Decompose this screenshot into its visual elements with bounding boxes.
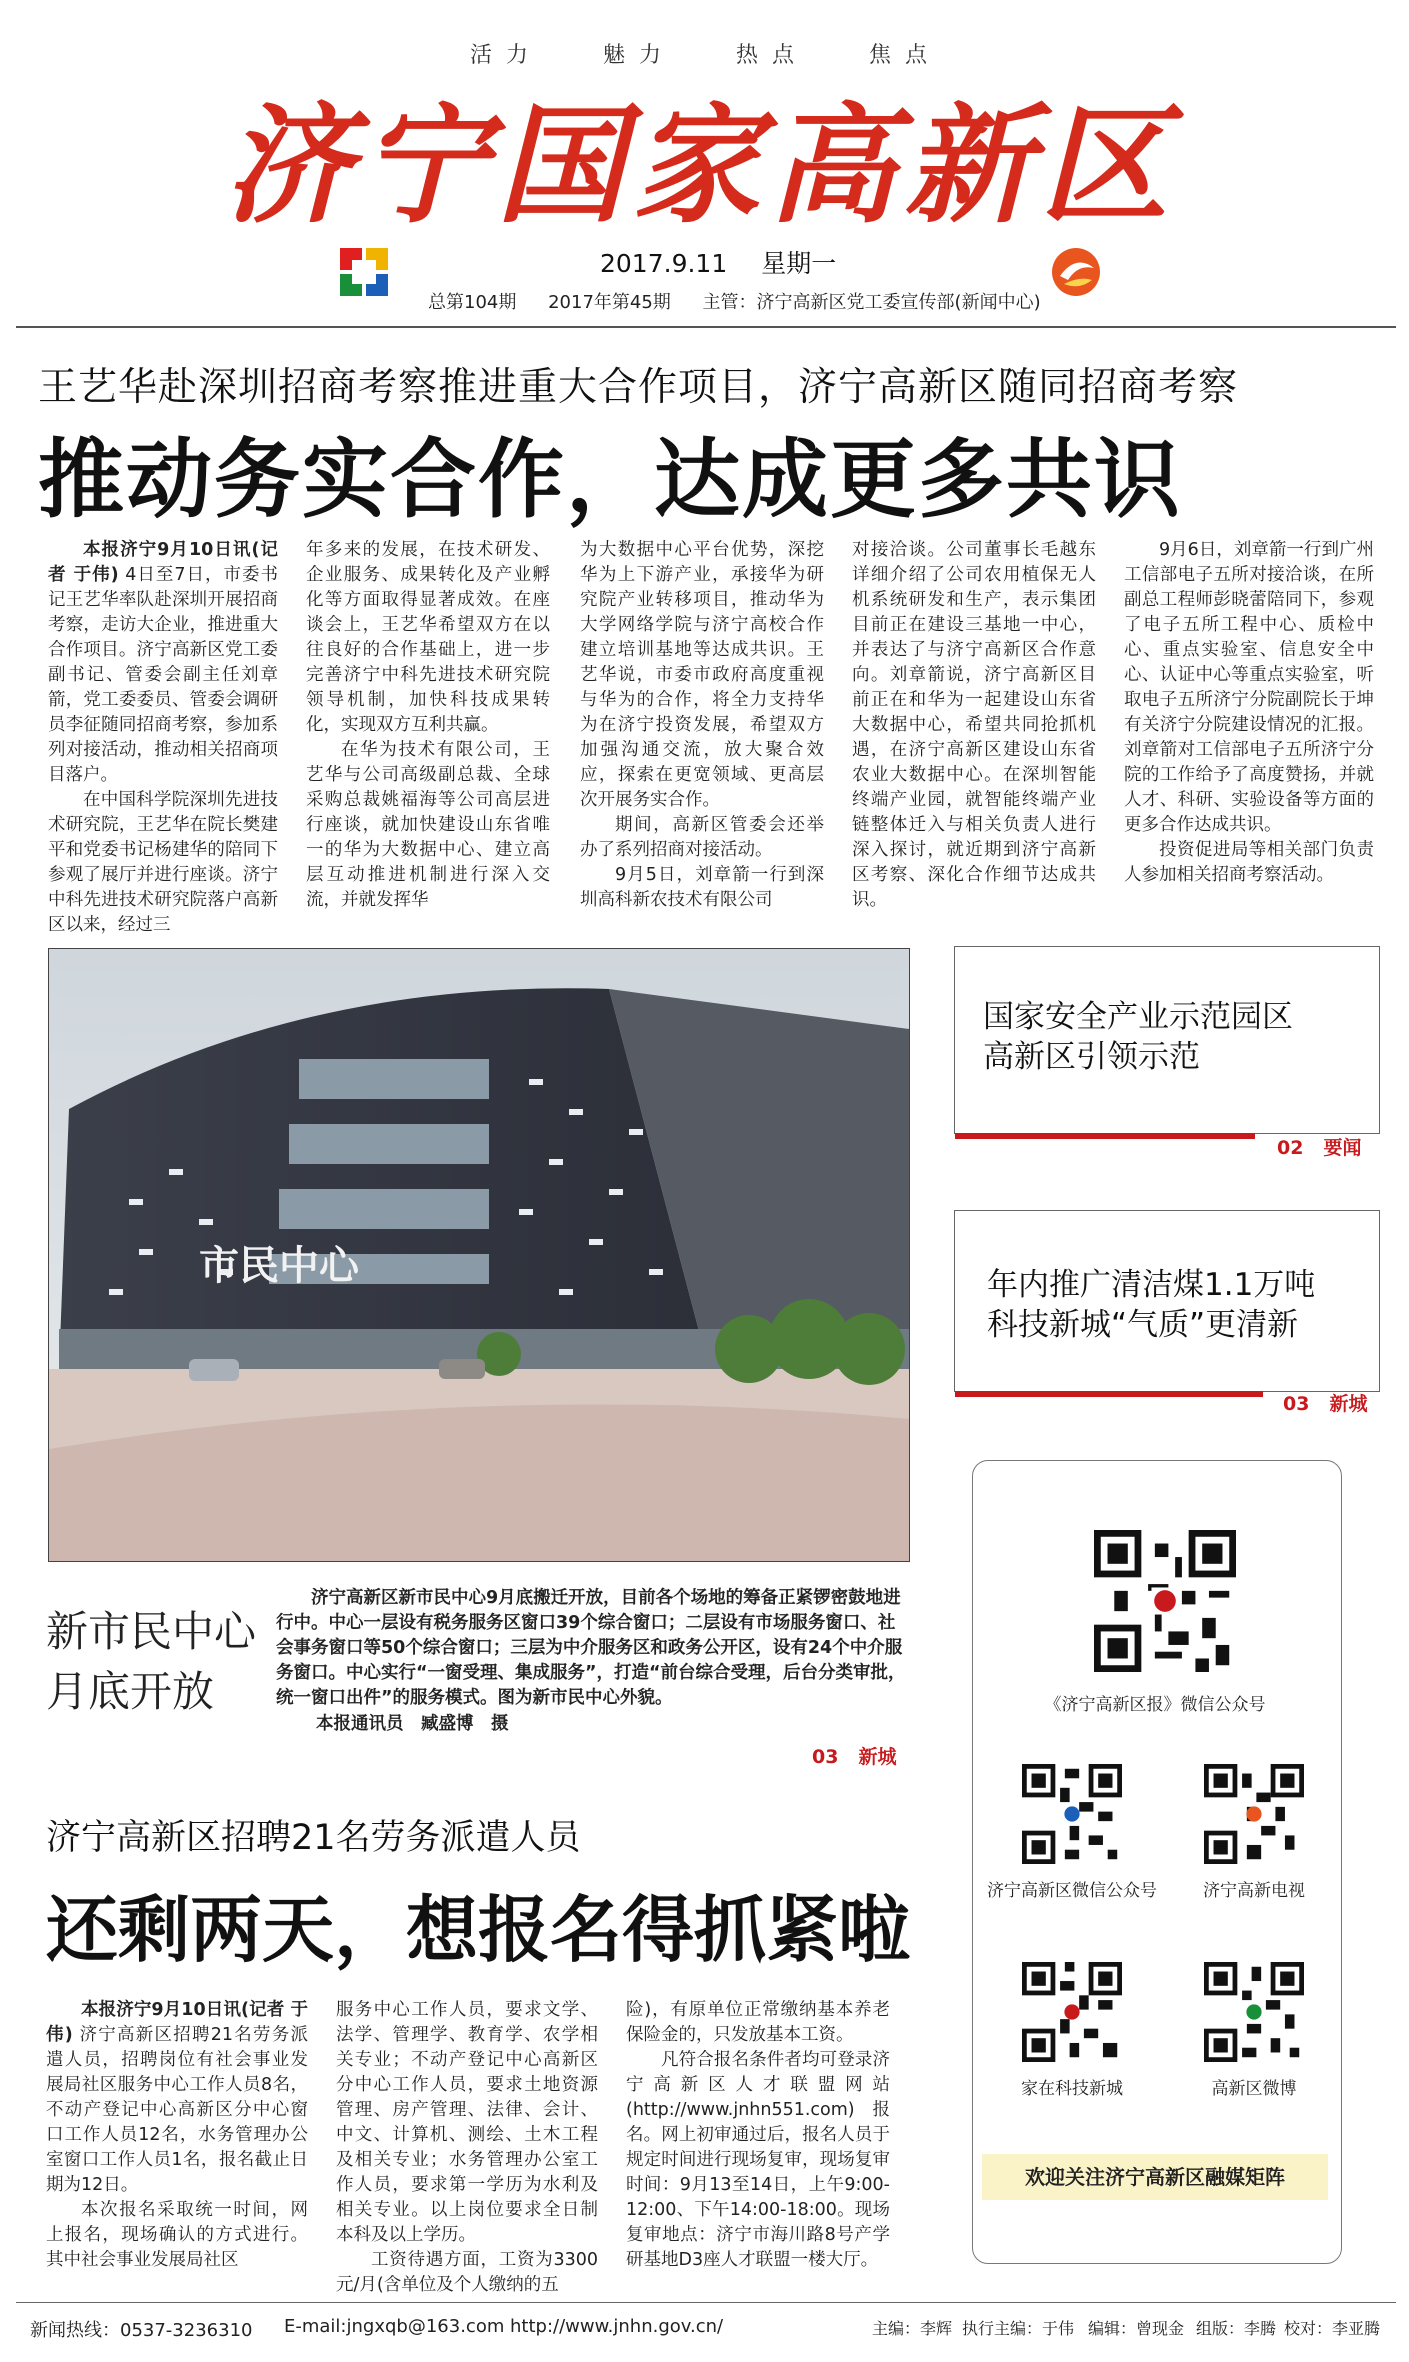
masthead-divider [16, 326, 1396, 328]
teaser-1-page-tag [1277, 1133, 1361, 1160]
qr-code-wechat-icon[interactable] [1022, 1764, 1122, 1864]
second-col2-text: 服务中心工作人员，要求文学、法学、管理学、教育学、农学相关专业；不动产登记中心高新区分中心工作人员，要求土地资源管理、房产管理、法律、会计、中文、计算机、测绘、土木工程及相关专业；水务管理办公室工作人员，要求第一学历为水利及相关专业。以上岗位要求全日制本科及以上学历。 [336, 2000, 598, 2245]
lead-col3c-text: 9月5日，刘章箭一行到深圳高科新农技术有限公司 [580, 865, 824, 910]
teaser-2-section: 新城 [1329, 1393, 1368, 1415]
citizen-center-illustration [49, 949, 909, 1561]
lead-column-1 [48, 538, 278, 938]
teaser-box-2[interactable] [954, 1210, 1380, 1415]
lead-column-3 [580, 538, 824, 913]
second-column-3 [626, 1998, 890, 2273]
footer-editor: 编辑：曾现金 [1088, 2319, 1185, 2338]
lead-kicker: 王艺华赴深圳招商考察推进重大合作项目，济宁高新区随同招商考察 [38, 365, 1239, 410]
photo-caption-title [46, 1602, 256, 1722]
lead-column-2 [306, 538, 550, 913]
issue-total: 总第104期 [428, 292, 517, 313]
lead-col1-text: 4日至7日，市委书记王艺华率队赴深圳开展招商考察，走访大企业，推进重大合作项目。济宁高新区党工委副书记、管委会副主任刘章箭，党工委委员、管委会调研员李征随同招商考察，参加系列对接活动，推动相关招商项目落户。 [48, 565, 278, 785]
teaser-1-line-1: 国家安全产业示范园区 [983, 999, 1293, 1035]
lead-col5b-text: 投资促进局等相关部门负责人参加相关招商考察活动。 [1124, 840, 1374, 885]
footer-hotline: 新闻热线：0537-3236310 [30, 2320, 253, 2341]
teaser-2-line-2: 科技新城“气质”更清新 [987, 1307, 1299, 1343]
slogan-1: 活力 [470, 43, 543, 68]
lead-col3b-text: 期间，高新区管委会还举办了系列招商对接活动。 [580, 815, 824, 860]
second-column-1 [46, 1998, 308, 2273]
photo-page-num: 03 [812, 1746, 839, 1768]
qr-label-4: 高新区微博 [1211, 2079, 1297, 2099]
qr-code-weibo-icon[interactable] [1204, 1962, 1304, 2062]
second-col1b-text: 本次报名采取统一时间，网上报名，现场确认的方式进行。其中社会事业发展局社区 [46, 2200, 308, 2270]
issue-weekday: 星期一 [761, 249, 837, 278]
photo-caption-text: 济宁高新区新市民中心9月底搬迁开放，目前各个场地的筹备正紧锣密鼓地进行中。中心一层设有税务服务区窗口39个综合窗口；二层设有市场服务窗口、社会事务窗口等50个综合窗口；三层为中介服务区和政务公开区，设有24个中介服务窗口。中心实行“一窗受理、集成服务”，打造“前台综合受理，后台分类审批，统一窗口出件”的服务模式。图为新市民中心外貌。 [276, 1588, 906, 1708]
footer-exec-editor: 执行主编：于伟 [962, 2319, 1075, 2338]
photo-page-tag[interactable] [812, 1742, 896, 1769]
masthead-logo-left-icon [338, 246, 390, 298]
second-byline: 本报济宁9月10日讯(记者 于伟) [46, 2000, 308, 2045]
citizen-center-photo [48, 948, 910, 1562]
building-sign: 市民中心 [199, 1243, 359, 1289]
teaser-box-1[interactable] [954, 946, 1380, 1159]
teaser-1-section: 要闻 [1323, 1137, 1362, 1159]
qr-code-tv-icon[interactable] [1204, 1764, 1304, 1864]
lead-col4-text: 对接洽谈。公司董事长毛越东详细介绍了公司农用植保无人机系统研发和生产，表示集团目前正在建设三基地一中心，并表达了与济宁高新区合作意向。刘章箭说，济宁高新区目前正在和华为一起建设山东省大数据中心，希望共同抢抓机遇，在济宁高新区建设山东省农业大数据中心。在深圳智能终端产业园，就智能终端产业链整体迁入与相关负责人进行深入探讨，就近期到济宁高新区考察、深化合作细节达成共识。 [852, 540, 1096, 910]
photo-caption-title-1: 新市民中心 [46, 1607, 257, 1656]
sponsor: 主管：济宁高新区党工委宣传部(新闻中心) [702, 292, 1041, 313]
lead-headline: 推动务实合作，达成更多共识 [38, 430, 1182, 530]
teaser-1-page-num: 02 [1277, 1137, 1304, 1159]
teaser-2-redbar [955, 1391, 1263, 1397]
lead-col5-text: 9月6日，刘章箭一行到广州工信部电子五所对接洽谈，在所副总工程师彭晓蕾陪同下，参观了电子五所工程中心、质检中心、重点实验室、信息安全中心、认证中心等重点实验室，听取电子五所济宁分院副院长于坤有关济宁分院建设情况的汇报。刘章箭对工信部电子五所济宁分院的工作给予了高度赞扬，并就人才、科研、实验设备等方面的更多合作达成共识。 [1124, 540, 1374, 835]
lead-col1b-text: 在中国科学院深圳先进技术研究院，王艺华在院长樊建平和党委书记杨建华的陪同下参观了展厅并进行座谈。济宁中科先进技术研究院落户高新区以来，经过三 [48, 790, 278, 935]
footer-divider [16, 2302, 1396, 2303]
second-headline: 还剩两天，想报名得抓紧啦 [46, 1888, 911, 1972]
lead-column-4 [852, 538, 1096, 913]
teaser-2-page-tag [1283, 1389, 1367, 1416]
teaser-2-line-1: 年内推广清洁煤1.1万吨 [987, 1267, 1316, 1303]
footer-website[interactable]: http://www.jnhn.gov.cn/ [510, 2316, 724, 2337]
photo-page-section: 新城 [858, 1746, 897, 1768]
footer-proof: 校对：李亚腾 [1284, 2319, 1381, 2338]
lead-column-5 [1124, 538, 1374, 888]
teaser-1-redbar [955, 1133, 1255, 1139]
qr-code-main-icon[interactable] [1094, 1530, 1236, 1672]
issue-year: 2017年第45期 [548, 292, 671, 313]
slogan-row [470, 38, 941, 69]
photo-credit: 本报通讯员 臧盛博 摄 [316, 1714, 509, 1734]
qr-label-1: 济宁高新区微信公众号 [987, 1881, 1157, 1901]
slogan-4: 焦点 [869, 43, 942, 68]
qr-code-home-icon[interactable] [1022, 1962, 1122, 2062]
second-kicker: 济宁高新区招聘21名劳务派遣人员 [46, 1818, 581, 1858]
second-col2b-text: 工资待遇方面，工资为3300元/月(含单位及个人缴纳的五 [336, 2250, 598, 2295]
slogan-3: 热点 [736, 43, 809, 68]
lead-col2-text: 年多来的发展，在技术研发、企业服务、成果转化及产业孵化等方面取得显著成效。在座谈会上，王艺华希望双方在以往良好的合作基础上，进一步完善济宁中科先进技术研究院领导机制，加快科技成果转化，实现双方互利共赢。 [306, 540, 550, 735]
lead-byline: 本报济宁9月10日讯(记者 于伟) [48, 540, 278, 585]
second-col1-text: 济宁高新区招聘21名劳务派遣人员，招聘岗位有社会事业发展局社区服务中心工作人员8名，不动产登记中心高新区分中心窗口工作人员12名，水务管理办公室窗口工作人员1名，报名截止日期为12日。 [46, 2025, 308, 2195]
teaser-1-line-2: 高新区引领示范 [983, 1039, 1200, 1075]
second-col3b-text: 凡符合报名条件者均可登录济宁高新区人才联盟网站(http://www.jnhn551.com)报名。网上初审通过后，报名人员于规定时间进行现场复审，现场复审时间：9月13至14日，上午9:00-12:00、下午14:00-18:00。现场复审地点：济宁市海川路8号产学研基地D3座人才联盟一楼大厅。 [626, 2050, 890, 2270]
lead-col2b-text: 在华为技术有限公司，王艺华与公司高级副总裁、全球采购总裁姚福海等公司高层进行座谈，就加快建设山东省唯一的华为大数据中心、建立高层互动推进机制进行深入交流，并就发挥华 [306, 740, 550, 910]
qr-main-label: 《济宁高新区报》微信公众号 [1044, 1695, 1266, 1715]
newspaper-masthead: 济宁国家高新区 [223, 91, 1176, 241]
teaser-2-page-num: 03 [1283, 1393, 1310, 1415]
issue-date: 2017.9.11 [600, 249, 728, 278]
qr-follow-banner: 欢迎关注济宁高新区融媒矩阵 [982, 2154, 1328, 2200]
footer-layout: 组版：李腾 [1196, 2319, 1277, 2338]
second-column-2 [336, 1998, 598, 2298]
second-col3-text: 险)，有原单位正常缴纳基本养老保险金的，只发放基本工资。 [626, 2000, 890, 2045]
qr-label-3: 家在科技新城 [1021, 2079, 1123, 2099]
photo-caption-title-2: 月底开放 [46, 1667, 215, 1716]
footer-editor-in-chief: 主编：李辉 [872, 2319, 953, 2338]
dateline [600, 244, 862, 280]
footer-email[interactable]: E-mail:jngxqb@163.com [284, 2316, 505, 2337]
slogan-2: 魅力 [603, 43, 676, 68]
lead-col3-text: 为大数据中心平台优势，深挖华为上下游产业，承接华为研究院产业转移项目，推动华为大学网络学院与济宁高校合作建立培训基地等达成共识。王艺华说，市委市政府高度重视与华为的合作，将全力支持华为在济宁投资发展，希望双方加强沟通交流，放大聚合效应，探索在更宽领域、更高层次开展务实合作。 [580, 540, 824, 810]
issue-info [428, 288, 1067, 314]
qr-label-2: 济宁高新电视 [1203, 1881, 1305, 1901]
